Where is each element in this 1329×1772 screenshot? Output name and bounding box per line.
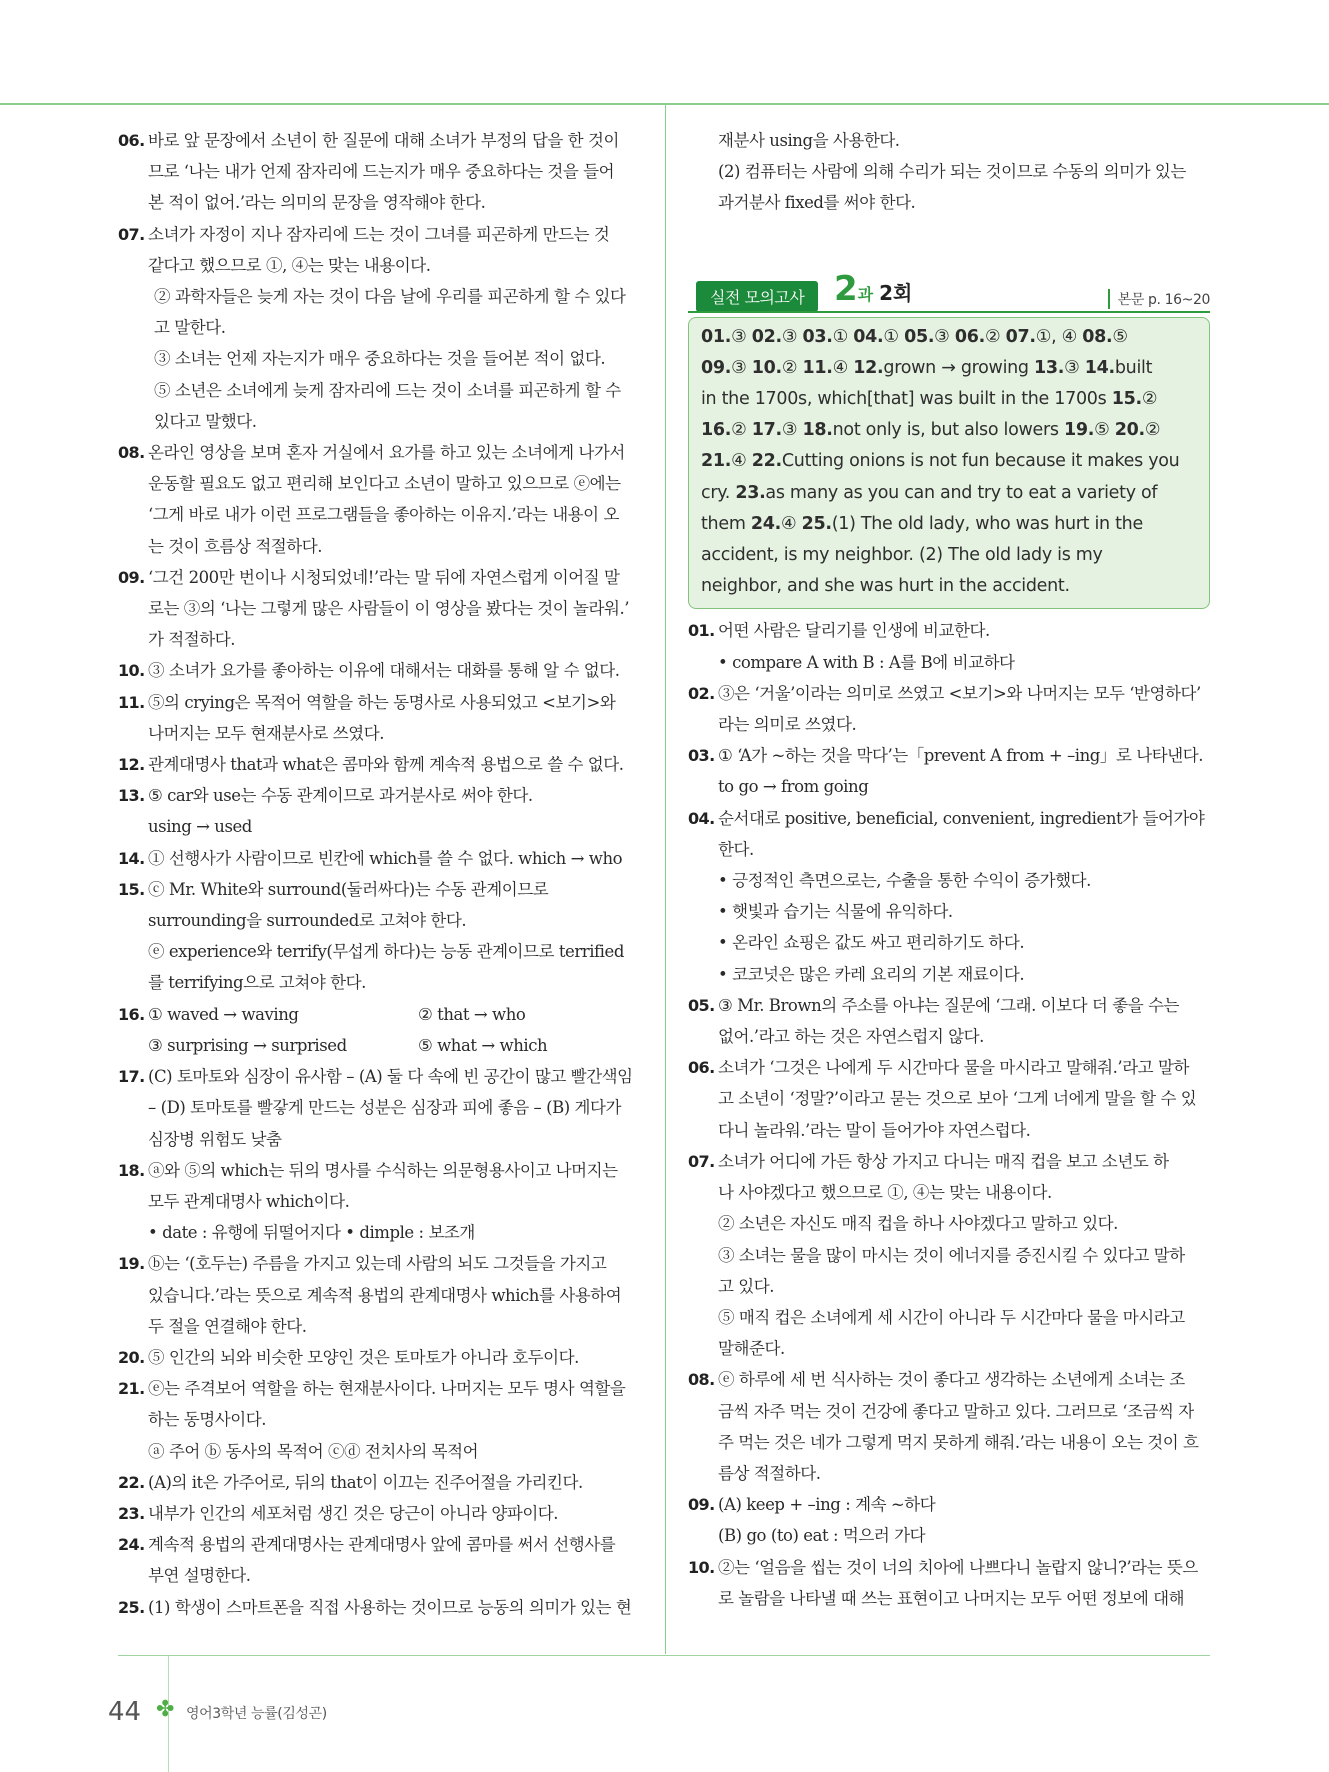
item-line: 부연 설명한다. [148, 1566, 251, 1586]
item-line: surrounding을 surrounded로 고쳐야 한다. [148, 911, 467, 931]
continued-answer-25 [688, 125, 1210, 219]
item-line: 운동할 필요도 없고 편리해 보인다고 소년이 말하고 있으므로 ⓔ에는 [148, 474, 621, 494]
book-title: 영어3학년 능률(김성곤) [186, 1706, 327, 1722]
explanation-item [118, 437, 640, 562]
answer-key-line: neighbor, and she was hurt in the accident. [701, 576, 1070, 597]
explanation-item [118, 1529, 640, 1591]
answer-key-line: 21.④ 22.Cutting onions is not fun because it makes you [701, 451, 1180, 472]
item-line: (1) 학생이 스마트폰을 직접 사용하는 것이므로 능동의 의미가 있는 현 [148, 1597, 632, 1617]
explanation-item [118, 1498, 640, 1529]
item-line: 말해준다. [718, 1339, 785, 1359]
item-line: 므로 ‘나는 내가 언제 잠자리에 드는지가 매우 중요하다는 것을 들어 [148, 162, 615, 182]
lesson-label [834, 269, 912, 309]
item-line: • 코코넛은 많은 카레 요리의 기본 재료이다. [718, 964, 1025, 984]
item-line: ⓔ는 주격보어 역할을 하는 현재분사이다. 나머지는 모두 명사 역할을 [148, 1379, 626, 1399]
item-line: ‘그게 바로 내가 이런 프로그램들을 좋아하는 이유지.’라는 내용이 오 [148, 505, 619, 525]
answer-key-line: in the 1700s, which[that] was built in the 1700s 15.② [701, 389, 1158, 410]
item-line: ⓐ와 ⑤의 which는 뒤의 명사를 수식하는 의문형용사이고 나머지는 [148, 1160, 618, 1180]
answer-key-line: 16.② 17.③ 18.not only is, but also lowers 19.⑤ 20.② [701, 420, 1161, 441]
column-divider [665, 104, 666, 1654]
item-line: ⓔ experience와 terrify(무섭게 하다)는 능동 관계이므로 terrified [148, 942, 624, 962]
item-cell: ① waved → waving [148, 1004, 299, 1024]
answer-key-line: them 24.④ 25.(1) The old lady, who was hurt in the [701, 513, 1143, 534]
item-line: 로는 ③의 ‘나는 그렇게 많은 사람들이 이 영상을 봤다는 것이 놀라워.’ [148, 599, 630, 619]
item-number: 01. [688, 621, 715, 641]
item-line: • compare A with B : A를 B에 비교하다 [718, 652, 1015, 672]
item-cell: ② that → who [418, 1004, 526, 1024]
item-line: ① 선행사가 사람이므로 빈칸에 which를 쓸 수 없다. which → who [148, 848, 623, 868]
item-number: 11. [118, 692, 145, 712]
item-number: 04. [688, 808, 715, 828]
explanation-item [118, 1592, 640, 1623]
item-line: 나머지는 모두 현재분사로 쓰였다. [148, 723, 385, 743]
item-number: 06. [118, 131, 145, 150]
explanation-item [118, 1248, 640, 1342]
page-reference: 본문 p. 16~20 [1108, 289, 1210, 309]
item-line: 라는 의미로 쓰였다. [718, 715, 857, 735]
item-line: 로 놀람을 나타낼 때 쓰는 표현이고 나머지는 모두 어떤 정보에 대해 [718, 1588, 1185, 1608]
item-line: 하는 동명사이다. [148, 1410, 267, 1430]
item-line: 다니 놀라워.’라는 말이 들어가야 자연스럽다. [718, 1120, 1031, 1140]
explanation-item [688, 1052, 1210, 1146]
explanation-item [118, 219, 640, 281]
item-line: ③ 소녀가 요가를 좋아하는 이유에 대해서는 대화를 통해 알 수 없다. [148, 661, 620, 681]
item-number: 03. [688, 746, 715, 766]
item-line: 가 적절하다. [148, 630, 236, 650]
item-number: 10. [688, 1557, 715, 1577]
item-number: 20. [118, 1347, 145, 1367]
lesson-number: 2 [834, 268, 858, 309]
item-line: ② 소년은 자신도 매직 컵을 하나 사야겠다고 말하고 있다. [718, 1214, 1118, 1234]
explanation-item [118, 687, 640, 749]
item-number: 19. [118, 1254, 145, 1274]
item-line: 없어.’라고 하는 것은 자연스럽지 않다. [718, 1027, 984, 1047]
item-number: 07. [688, 1151, 715, 1171]
lesson-suffix: 과 [857, 284, 874, 304]
item-line: 바로 앞 문장에서 소년이 한 질문에 대해 소녀가 부정의 답을 한 것이 [148, 131, 619, 150]
item-line: 있다고 말했다. [154, 411, 257, 431]
item-line: ③ 소녀는 언제 자는지가 매우 중요하다는 것을 들어본 적이 없다. [154, 349, 606, 369]
item-line: • 햇빛과 습기는 식물에 유익하다. [718, 902, 953, 922]
explanation-item [688, 1146, 1210, 1364]
left-column [118, 125, 640, 1623]
right-explanations [688, 615, 1210, 1614]
item-line: (A) keep + –ing : 계속 ~하다 [718, 1495, 936, 1515]
page-number: 44 [108, 1697, 142, 1727]
item-cell: ③ surprising → surprised [148, 1035, 347, 1055]
item-line: 같다고 했으므로 ①, ④는 맞는 내용이다. [148, 255, 431, 275]
item-number: 10. [118, 661, 145, 681]
item-line: (A)의 it은 가주어로, 뒤의 that이 이끄는 진주어절을 가리킨다. [148, 1472, 583, 1492]
item-line: 있습니다.’라는 뜻으로 계속적 용법의 관계대명사 which를 사용하여 [148, 1285, 622, 1305]
explanation-item [118, 125, 640, 219]
answer-key-line: 09.③ 10.② 11.④ 12.grown → growing 13.③ 14.built [701, 357, 1153, 378]
explanation-item [118, 874, 640, 999]
explanation-item [118, 843, 640, 874]
item-line: ⑤ 인간의 뇌와 비슷한 모양인 것은 토마토가 아니라 호두이다. [148, 1347, 579, 1367]
round-label: 2회 [879, 280, 913, 305]
item-line: (C) 토마토와 심장이 유사함 – (A) 둘 다 속에 빈 공간이 많고 빨간색임 [148, 1067, 633, 1087]
item-line: 소녀가 자정이 지나 잠자리에 드는 것이 그녀를 피곤하게 만드는 것 [148, 224, 610, 244]
explanation-item [118, 1155, 640, 1249]
item-line: 름상 적절하다. [718, 1463, 821, 1483]
item-line: 온라인 영상을 보며 혼자 거실에서 요가를 하고 있는 소녀에게 나가서 [148, 443, 625, 463]
item-cell: ⑤ what → which [418, 1035, 548, 1055]
item-number: 24. [118, 1535, 145, 1555]
item-number: 25. [118, 1597, 145, 1617]
item-line: ‘그건 200만 번이나 시청되었네!’라는 말 뒤에 자연스럽게 이어질 말 [148, 567, 620, 587]
item-line: 두 절을 연결해야 한다. [148, 1316, 307, 1336]
item-number: 05. [688, 995, 715, 1015]
item-line: ③ 소녀는 물을 많이 마시는 것이 에너지를 증진시킬 수 있다고 말하 [718, 1245, 1185, 1265]
bottom-rule [118, 1655, 1210, 1656]
item-line: 소녀가 ‘그것은 나에게 두 시간마다 물을 마시라고 말해줘.’라고 말하 [718, 1058, 1189, 1078]
item-line: ⑤의 crying은 목적어 역할을 하는 동명사로 사용되었고 <보기>와 [148, 692, 616, 712]
item-line: (B) go (to) eat : 먹으러 가다 [718, 1526, 926, 1546]
clover-icon: ✤ [156, 1697, 175, 1722]
item-line: • date : 유행에 뒤떨어지다 • dimple : 보조개 [148, 1223, 475, 1243]
item-number: 07. [118, 224, 145, 244]
explanation-item [688, 740, 1210, 802]
item-line: 본 적이 없어.’라는 의미의 문장을 영작해야 한다. [148, 193, 486, 213]
item-line: using → used [148, 817, 252, 837]
item-line: 재분사 using을 사용한다. [718, 131, 900, 150]
item-line: 내부가 인간의 세포처럼 생긴 것은 당근이 아니라 양파이다. [148, 1503, 559, 1523]
item-line: 는 것이 흐름상 적절하다. [148, 536, 323, 556]
explanation-item [688, 1489, 1210, 1551]
item-line: 고 있다. [718, 1276, 775, 1296]
explanation-item [688, 803, 1210, 990]
item-number: 13. [118, 786, 145, 806]
item-number: 22. [118, 1472, 145, 1492]
item-line: 계속적 용법의 관계대명사는 관계대명사 앞에 콤마를 써서 선행사를 [148, 1535, 616, 1555]
explanation-item [118, 281, 640, 437]
item-number: 14. [118, 848, 145, 868]
item-line: ② 과학자들은 늦게 자는 것이 다음 날에 우리를 피곤하게 할 수 있다 [154, 287, 626, 307]
explanation-item [118, 1061, 640, 1155]
item-line: ③ Mr. Brown의 주소를 아냐는 질문에 ‘그래. 이보다 더 좋을 수는 [718, 995, 1179, 1015]
item-number: 09. [118, 567, 145, 587]
item-line: 한다. [718, 839, 754, 859]
item-line: ③은 ‘거울’이라는 의미로 쓰였고 <보기>와 나머지는 모두 ‘반영하다’ [718, 683, 1201, 703]
item-line: • 긍정적인 측면으로는, 수출을 통한 수익이 증가했다. [718, 871, 1091, 891]
item-line: 소녀가 어디에 가든 항상 가지고 다니는 매직 컵을 보고 소년도 하 [718, 1151, 1169, 1171]
explanation-item [118, 562, 640, 656]
answer-key-line: 01.③ 02.③ 03.① 04.① 05.③ 06.② 07.①, ④ 08.⑤ [701, 326, 1128, 347]
explanation-item [118, 780, 640, 842]
item-line: ⓒ Mr. White와 surround(둘러싸다)는 수동 관계이므로 [148, 879, 549, 899]
item-line: ⑤ car와 use는 수동 관계이므로 과거분사로 써야 한다. [148, 786, 533, 806]
item-line: 금씩 자주 먹는 것이 건강에 좋다고 말하고 있다. 그러므로 ‘조금씩 자 [718, 1401, 1194, 1421]
item-number: 18. [118, 1160, 145, 1180]
item-line: 고 말한다. [154, 318, 226, 338]
explanation-item [118, 655, 640, 686]
item-line: 나 사야겠다고 했으므로 ①, ④는 맞는 내용이다. [718, 1183, 1052, 1203]
explanation-item [688, 1552, 1210, 1614]
item-line: 주 먹는 것은 네가 그렇게 먹지 못하게 해줘.’라는 내용이 오는 것이 흐 [718, 1432, 1199, 1452]
item-line: ⓑ는 ‘(호두는) 주름을 가지고 있는데 사람의 뇌도 그것들을 가지고 [148, 1254, 607, 1274]
explanation-item [688, 1364, 1210, 1489]
item-line [148, 999, 640, 1030]
item-line: 를 terrifying으로 고쳐야 한다. [148, 973, 366, 993]
item-number: 08. [688, 1370, 715, 1390]
answer-key-line: accident, is my neighbor. (2) The old lady is my [701, 545, 1103, 566]
right-column [688, 125, 1210, 1614]
item-line: ⑤ 소년은 소녀에게 늦게 잠자리에 드는 것이 소녀를 피곤하게 할 수 [154, 380, 621, 400]
item-line: 어떤 사람은 달리기를 인생에 비교한다. [718, 621, 990, 641]
explanation-item [118, 999, 640, 1061]
answer-key-box [688, 317, 1210, 610]
answer-key-line: cry. 23.as many as you can and try to eat a variety of [701, 482, 1158, 503]
section-header [688, 268, 1210, 317]
item-line: ⑤ 매직 컵은 소녀에게 세 시간이 아니라 두 시간마다 물을 마시라고 [718, 1307, 1185, 1327]
item-line: 과거분사 fixed를 써야 한다. [718, 193, 916, 213]
item-line: ⓐ 주어 ⓑ 동사의 목적어 ⓒⓓ 전치사의 목적어 [148, 1441, 479, 1461]
item-line: 고 소년이 ‘정말?’이라고 묻는 것으로 보아 ‘그게 너에게 말을 할 수 있 [718, 1089, 1197, 1109]
item-number: 12. [118, 755, 145, 775]
item-line: 관계대명사 that과 what은 콤마와 함께 계속적 용법으로 쓸 수 없다. [148, 755, 624, 775]
explanation-item [688, 990, 1210, 1052]
explanation-item [688, 615, 1210, 677]
explanation-item [118, 1467, 640, 1498]
item-line: 모두 관계대명사 which이다. [148, 1191, 350, 1211]
explanation-item [688, 678, 1210, 740]
item-number: 23. [118, 1503, 145, 1523]
item-line: 순서대로 positive, beneficial, convenient, ingredient가 들어가야 [718, 808, 1205, 828]
item-number: 21. [118, 1379, 145, 1399]
item-line: – (D) 토마토를 빨갛게 만드는 성분은 심장과 피에 좋음 – (B) 게다가 [148, 1098, 621, 1118]
item-line: 심장병 위험도 낮춤 [148, 1129, 282, 1149]
item-number: 06. [688, 1058, 715, 1078]
item-number: 15. [118, 879, 145, 899]
item-line: to go → from going [718, 777, 869, 797]
section-header-line [688, 311, 1210, 313]
item-number: 16. [118, 1004, 145, 1024]
explanation-item [118, 1342, 640, 1373]
item-number: 08. [118, 443, 145, 463]
explanation-item [118, 749, 640, 780]
item-line [148, 1030, 640, 1061]
item-number: 02. [688, 683, 715, 703]
item-line: ① ‘A가 ~하는 것을 막다’는「prevent A from + –ing」로 나타낸다. [718, 746, 1203, 766]
section-badge: 실전 모의고사 [696, 281, 818, 312]
item-line: ⓔ 하루에 세 번 식사하는 것이 좋다고 생각하는 소년에게 소녀는 조 [718, 1370, 1185, 1390]
item-number: 17. [118, 1067, 145, 1087]
explanation-item [118, 1373, 640, 1467]
item-line: ②는 ‘얼음을 씹는 것이 너의 치아에 나쁘다니 놀랍지 않니?’라는 뜻으 [718, 1557, 1198, 1577]
item-number: 09. [688, 1495, 715, 1515]
item-line: (2) 컴퓨터는 사람에 의해 수리가 되는 것이므로 수동의 의미가 있는 [718, 162, 1186, 182]
item-line: • 온라인 쇼핑은 값도 싸고 편리하기도 하다. [718, 933, 1025, 953]
